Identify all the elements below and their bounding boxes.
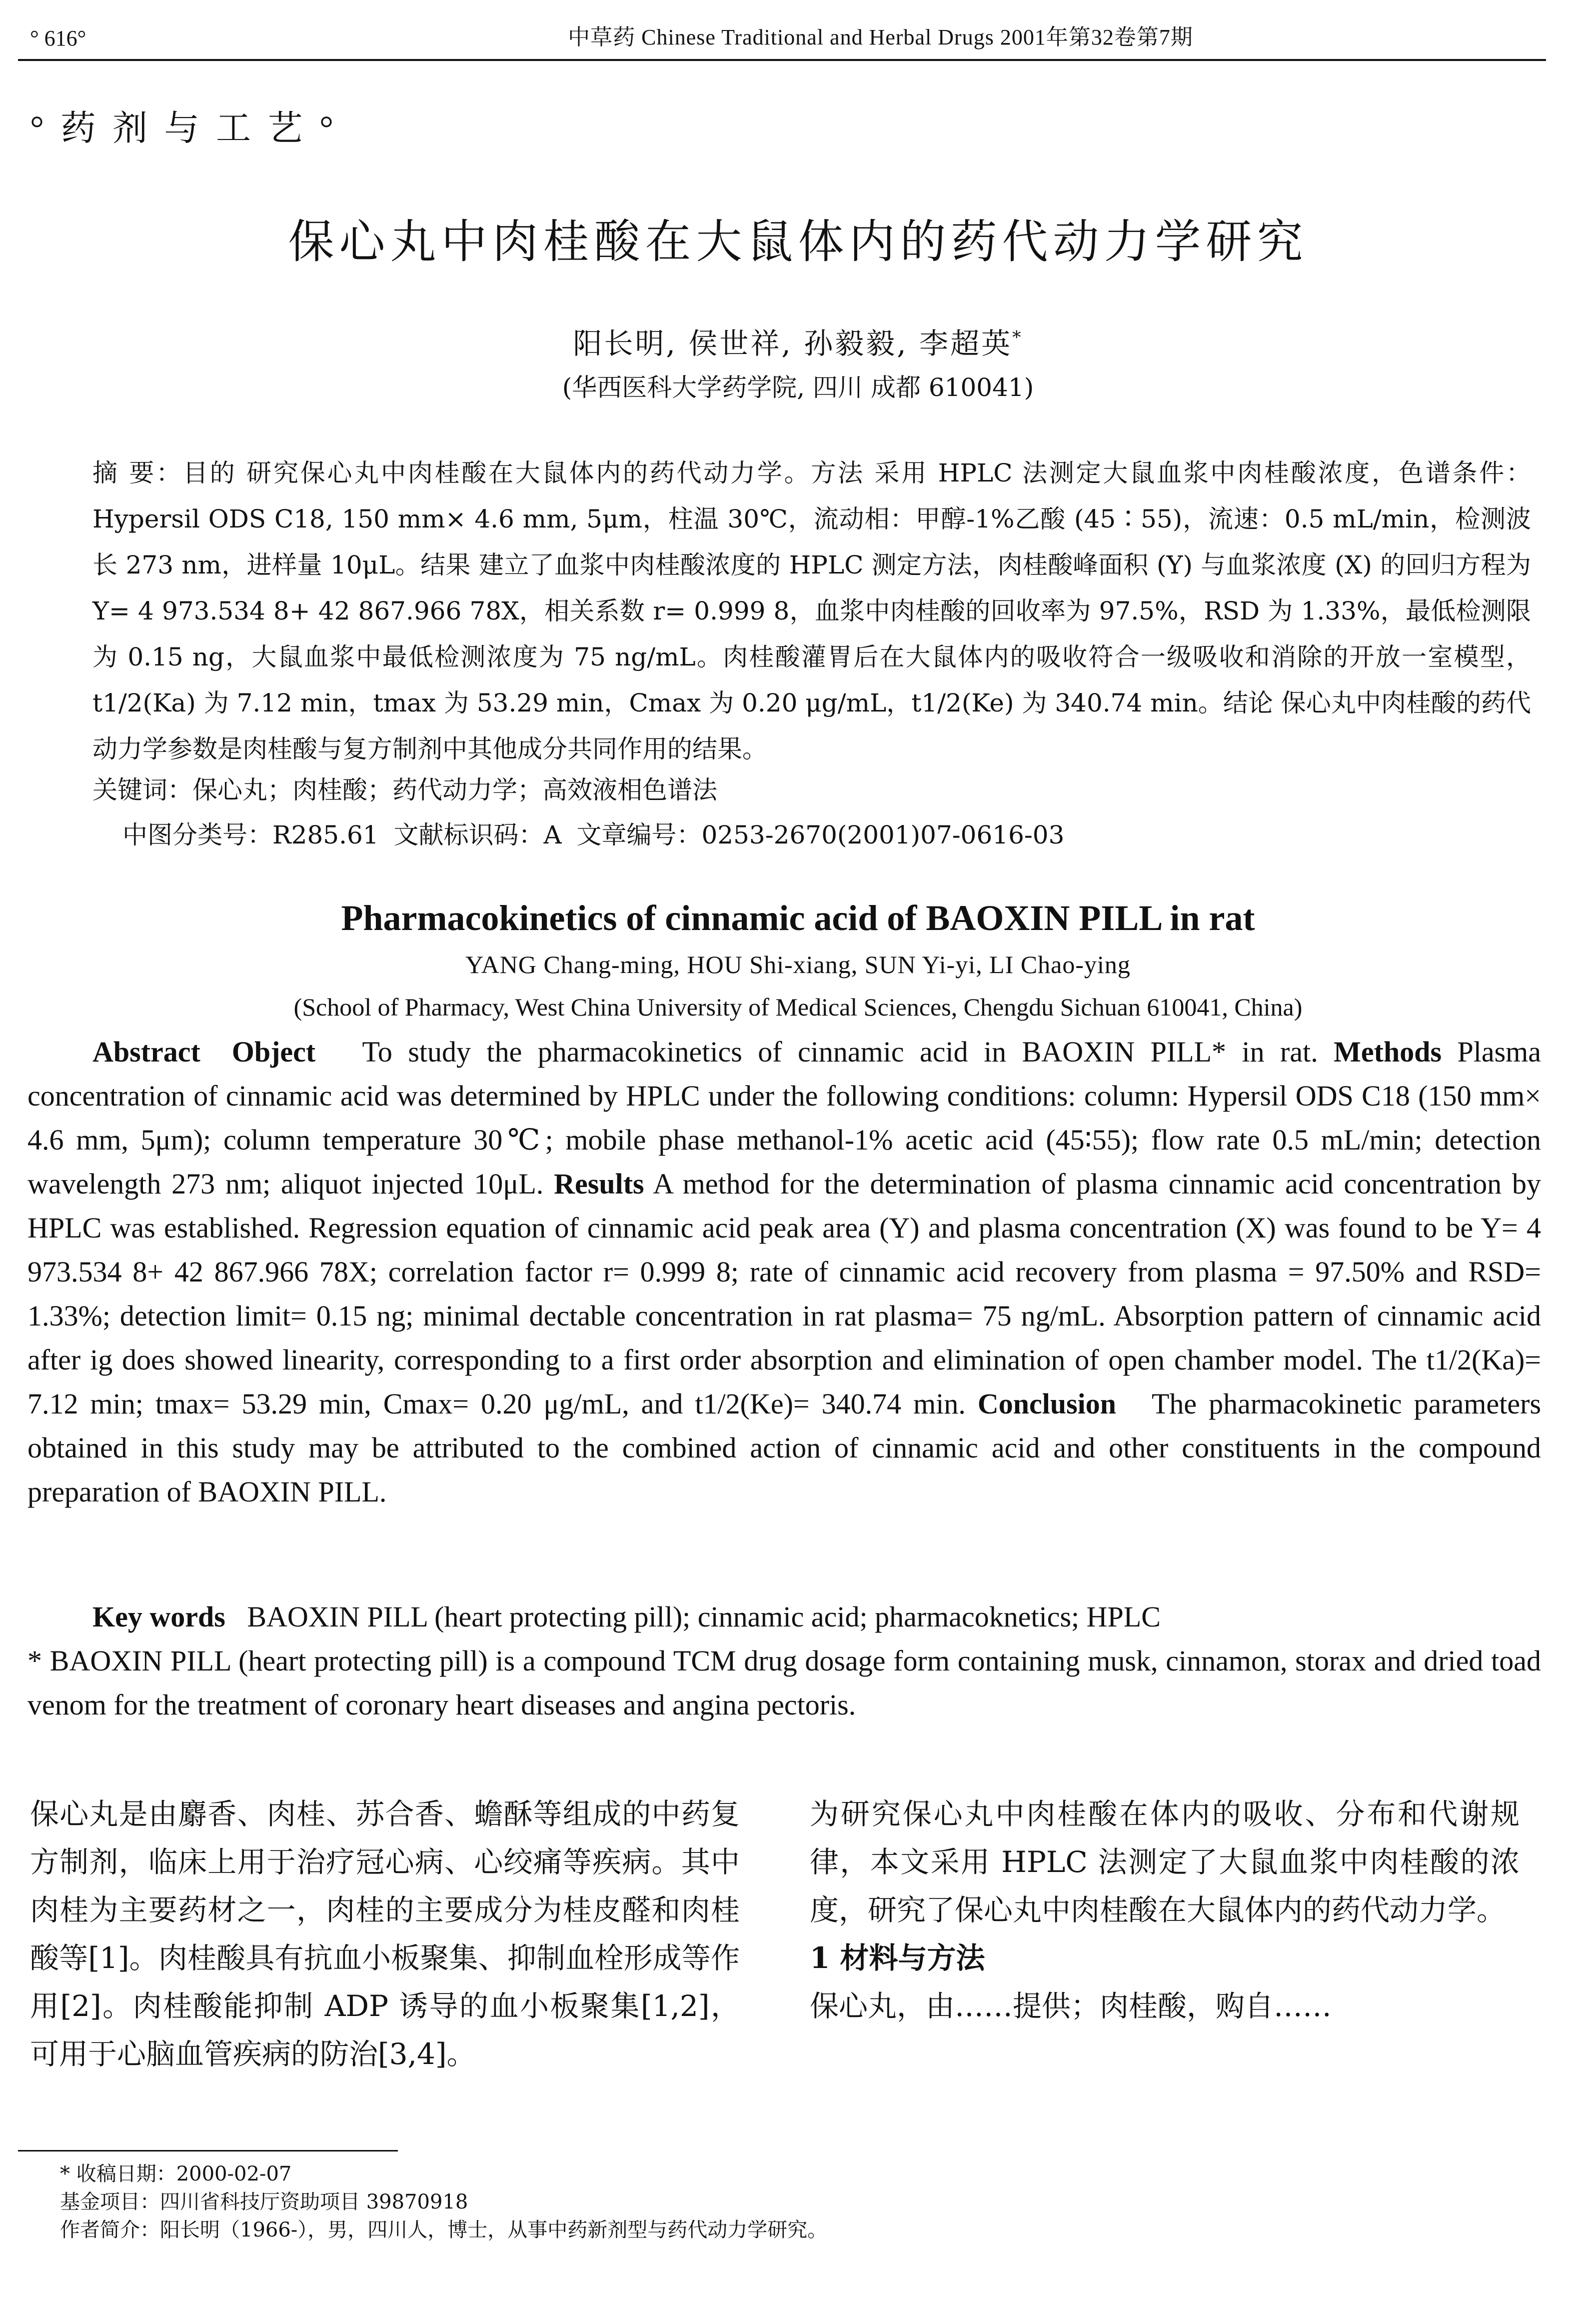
body-column-left	[30, 1790, 740, 2078]
abstract-label: Abstract	[92, 1036, 200, 1068]
affiliation-en: (School of Pharmacy, West China University of Medical Sciences, Chengdu Sichuan 610041, China)	[293, 993, 1303, 1021]
methods-label: Methods	[1334, 1036, 1442, 1068]
article-title-en: Pharmacokinetics of cinnamic acid of BAOXIN PILL in rat	[341, 898, 1255, 938]
body-right-subtext: 保心丸，由……提供；肉桂酸，购自……	[810, 1989, 1332, 2023]
body-column-right	[810, 1790, 1520, 2030]
article-title-cn: 保心丸中肉桂酸在大鼠体内的药代动力学研究	[288, 215, 1308, 268]
keywords-text: BAOXIN PILL (heart protecting pill); cinnamic acid; pharmacoknetics; HPLC	[247, 1600, 1161, 1633]
footnote-received: * 收稿日期：2000-02-07	[60, 2162, 292, 2186]
keywords-label: Key words	[92, 1600, 225, 1633]
footnote-funding: 基金项目：四川省科技厅资助项目 39870918	[60, 2190, 468, 2214]
column-tag: ° 药 剂 与 工 艺 °	[30, 110, 337, 148]
authors-cn-mark: *	[1012, 328, 1023, 348]
pill-note-en: * BAOXIN PILL (heart protecting pill) is a compound TCM drug dosage form containing musk, cinnamon, storax and dried toad venom for the treatment of coronary heart diseases and angina pectoris.	[27, 1644, 1541, 1721]
authors-cn	[0, 320, 1596, 362]
running-head	[30, 21, 1566, 51]
section-heading: 1 材料与方法	[810, 1941, 985, 1975]
authors-en: YANG Chang-ming, HOU Shi-xiang, SUN Yi-yi, LI Chao-ying	[465, 950, 1131, 978]
affiliation-cn: (华西医科大学药学院, 四川 成都 610041)	[562, 373, 1034, 402]
conclusion-text: The pharmacokinetic parameters obtained in this study may be attributed to the combined action of cinnamic acid and other constituents in the compound preparation of BAOXIN PILL.	[27, 1388, 1542, 1508]
journal-header: 中草药 Chinese Traditional and Herbal Drugs 2001年第32卷第7期	[568, 25, 1193, 50]
methods-text: Plasma concentration of cinnamic acid was determined by HPLC under the following conditions: column: Hypersil ODS C18 (150 mm× 4.6 mm, 5μm); column temperature 30℃; mobile phase methanol-1% acetic acid (45∶55); flow rate 0.5 mL/min; detection wavelength 273 nm; aliquot injected 10μL.	[27, 1036, 1542, 1200]
body-right-text: 为研究保心丸中肉桂酸在体内的吸收、分布和代谢规律，本文采用 HPLC 法测定了大鼠血浆中肉桂酸的浓度，研究了保心丸中肉桂酸在大鼠体内的药代动力学。	[810, 1797, 1520, 1927]
abstract-cn: 摘 要：目的 研究保心丸中肉桂酸在大鼠体内的药代动力学。方法 采用 HPLC 法测定大鼠血浆中肉桂酸浓度，色谱条件：Hypersil ODS C18, 150 mm× 4.6 mm, 5μm，柱温 30℃，流动相：甲醇-1%乙酸 (45∶55)，流速：0.5 mL/min，检测波长 273 nm，进样量 10μL。结果 建立了血浆中肉桂酸浓度的 HPLC 测定方法，肉桂酸峰面积 (Y) 与血浆浓度 (X) 的回归方程为 Y= 4 973.534 8+ 42 867.966 78X，相关系数 r= 0.999 8，血浆中肉桂酸的回收率为 97.5%，RSD 为 1.33%，最低检测限为 0.15 ng，大鼠血浆中最低检测浓度为 75 ng/mL。肉桂酸灌胃后在大鼠体内的吸收符合一级吸收和消除的开放一室模型，t1/2(Ka) 为 7.12 min，tmax 为 53.29 min，Cmax 为 0.20 μg/mL，t1/2(Ke) 为 340.74 min。结论 保心丸中肉桂酸的药代动力学参数是肉桂酸与复方制剂中其他成分共同作用的结果。	[92, 458, 1531, 764]
header-rule	[18, 59, 1546, 61]
footnote	[60, 2160, 1536, 2244]
results-label: Results	[554, 1168, 644, 1200]
object-text: To study the pharmacokinetics of cinnamic acid in BAOXIN PILL* in rat.	[362, 1036, 1318, 1068]
results-text: A method for the determination of plasma cinnamic acid concentration by HPLC was established. Regression equation of cinnamic acid peak area (Y) and plasma concentration (X) was found to be Y= 4 973.534 8+ 42 867.966 78X; correlation factor r= 0.999 8; rate of cinnamic acid recovery from plasma = 97.50% and RSD= 1.33%; detection limit= 0.15 ng; minimal dectable concentration in rat plasma= 75 ng/mL. Absorption pattern of cinnamic acid after ig does showed linearity, corresponding to a first order absorption and elimination of open chamber model. The t1/2(Ka)= 7.12 min; tmax= 53.29 min, Cmax= 0.20 μg/mL, and t1/2(Ke)= 340.74 min.	[27, 1168, 1541, 1420]
body-left-text: 保心丸是由麝香、肉桂、苏合香、蟾酥等组成的中药复方制剂，临床上用于治疗冠心病、心绞痛等疾病。其中肉桂为主要药材之一，肉桂的主要成分为桂皮醛和肉桂酸等[1]。肉桂酸具有抗血小板聚集、抑制血栓形成等作用[2]。肉桂酸能抑制 ADP 诱导的血小板聚集[1,2]，可用于心脑血管疾病的防治[3,4]。	[30, 1797, 740, 2071]
classification-cn: 中图分类号：R285.61 文献标识码：A 文章编号：0253-2670(2001)07-0616-03	[122, 820, 1065, 850]
footnote-author: 作者简介：阳长明（1966-），男，四川人，博士，从事中药新剂型与药代动力学研究。	[60, 2218, 828, 2242]
abstract-en	[27, 1030, 1541, 1514]
object-label: Object	[231, 1036, 316, 1068]
footnote-rule	[18, 2150, 398, 2152]
keywords-cn: 关键词：保心丸；肉桂酸；药代动力学；高效液相色谱法	[92, 776, 717, 804]
authors-cn-text: 阳长明, 侯世祥, 孙毅毅, 李超英	[573, 326, 1013, 360]
page-number: ° 616°	[30, 26, 86, 50]
conclusion-label: Conclusion	[977, 1388, 1117, 1420]
keywords-en	[27, 1595, 1541, 1639]
